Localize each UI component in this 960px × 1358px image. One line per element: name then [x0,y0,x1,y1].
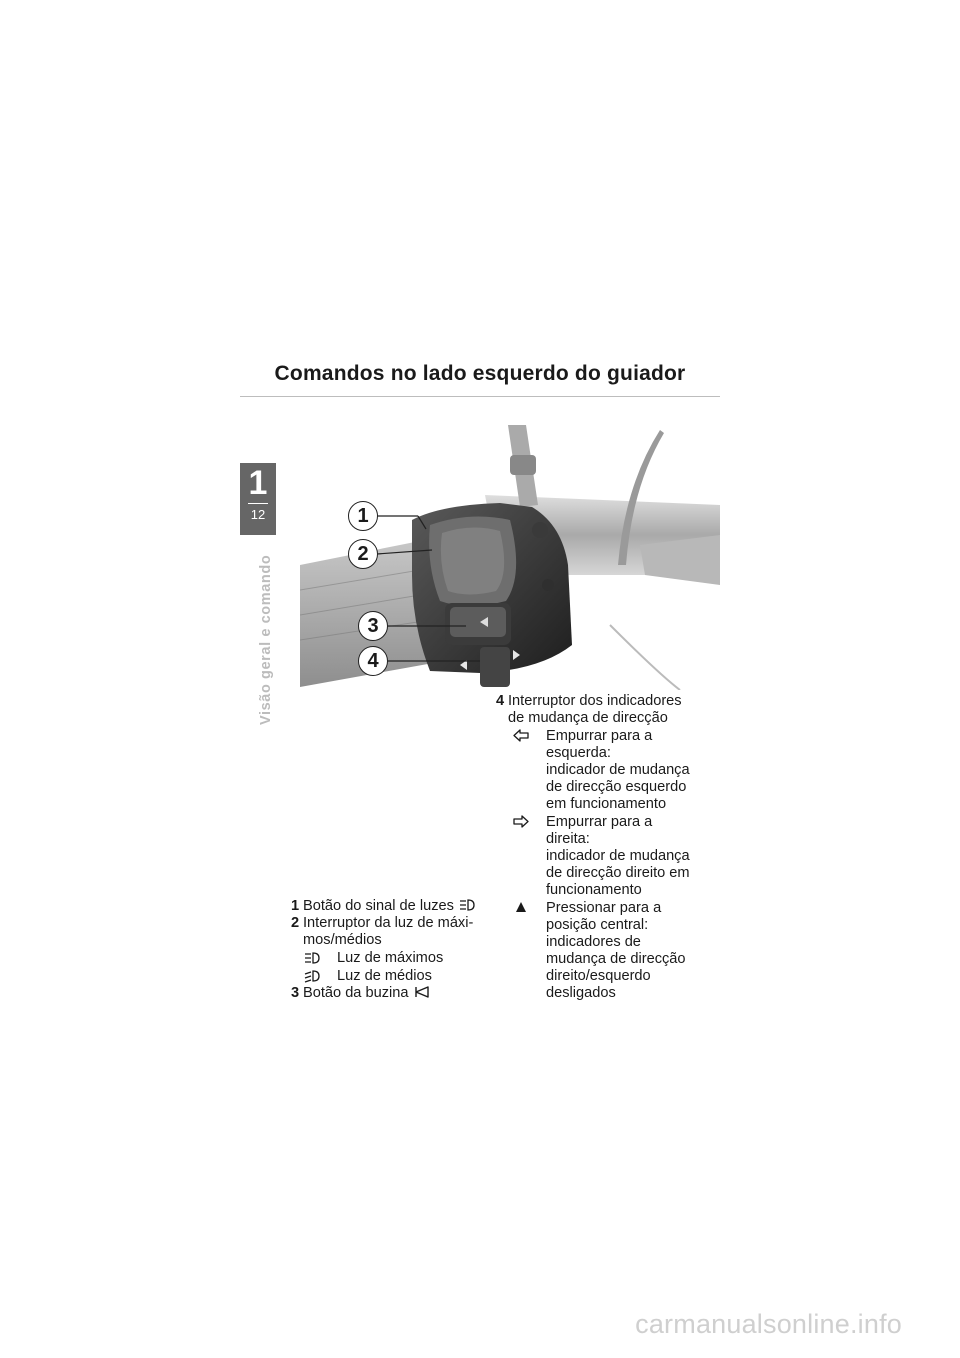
chapter-divider [248,503,268,504]
arrow-right-icon [513,815,529,828]
callout-1: 1 [348,501,378,531]
chapter-number: 1 [248,464,268,502]
watermark: carmanualsonline.info [635,1309,902,1339]
turn-option-left: Empurrar para a esquerda: indicador de mudança de direcção esquerdo em funcionamento [496,728,706,813]
high-beam-icon [303,951,321,965]
triangle-up-icon [515,901,527,913]
legend-item-4: 4 Interruptor dos indicadores de mudança de direcção [496,693,682,726]
arrow-left-icon [513,729,529,742]
chapter-tab [240,463,276,535]
title-rule [240,396,720,397]
legend-item-2: 2 Interruptor da luz de máxi- mos/médios [291,915,474,948]
callout-3: 3 [358,611,388,641]
high-beam-icon [458,898,476,912]
low-beam-icon [303,969,321,983]
legend-item-1: 1 Botão do sinal de luzes [291,898,491,915]
right-legend-column [496,693,706,1002]
page-title: Comandos no lado esquerdo do guiador [274,362,686,385]
turn-option-right: Empurrar para a direita: indicador de mudança de direcção direito em funcionamento [496,814,706,899]
callout-2: 2 [348,539,378,569]
legend-option-low-beam: Luz de médios [291,968,491,985]
page-number: 12 [250,507,266,522]
callout-4: 4 [358,646,388,676]
legend-item-3: 3 Botão da buzina [291,985,491,1002]
legend-option-high-beam: Luz de máximos [291,950,491,967]
side-chapter-label: Visão geral e comando [258,554,274,725]
left-legend-column [291,898,491,1002]
turn-option-cancel: Pressionar para a posição central: indicadores de mudança de direcção direito/esquerdo desligados [496,900,706,1002]
horn-icon [413,985,431,999]
